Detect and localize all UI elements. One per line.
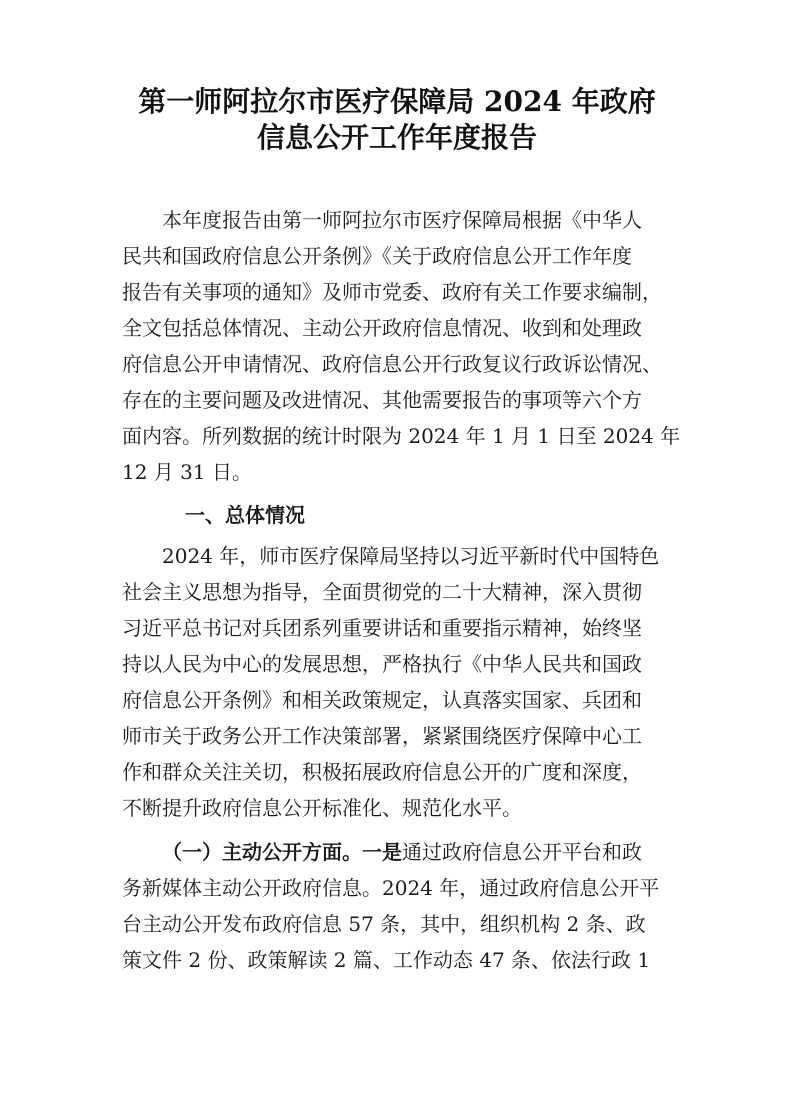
subsection-body-line: 台主动公开发布政府信息 57 条，其中，组织机构 2 条、政: [122, 912, 646, 936]
document-title-line-2: 信息公开工作年度报告: [256, 121, 537, 154]
intro-line: 12 月 31 日。: [122, 460, 252, 484]
section-body-line: 2024 年，师市医疗保障局坚持以习近平新时代中国特色: [162, 544, 660, 568]
section-body-line: 师市关于政务公开工作决策部署，紧紧围绕医疗保障中心工: [122, 724, 642, 748]
section-heading-overview: 一、总体情况: [185, 503, 305, 527]
section-body-line: 习近平总书记对兵团系列重要讲话和重要指示精神，始终坚: [122, 616, 642, 640]
intro-line: 存在的主要问题及改进情况、其他需要报告的事项等六个方: [122, 388, 642, 412]
intro-line: 府信息公开申请情况、政府信息公开行政复议行政诉讼情况、: [122, 352, 662, 376]
section-body-line: 持以人民为中心的发展思想，严格执行《中华人民共和国政: [122, 652, 642, 676]
intro-line: 民共和国政府信息公开条例》《关于政府信息公开工作年度: [122, 244, 632, 268]
intro-line: 全文包括总体情况、主动公开政府信息情况、收到和处理政: [122, 316, 642, 340]
document-title-line-1: 第一师阿拉尔市医疗保障局 2024 年政府: [138, 85, 656, 118]
subsection-body-line: 务新媒体主动公开政府信息。2024 年，通过政府信息公开平: [122, 876, 660, 900]
subsection-heading: （一）主动公开方面。: [162, 840, 362, 864]
section-body-line: 府信息公开条例》和相关政策规定，认真落实国家、兵团和: [122, 688, 642, 712]
subsection-first-line-text: 通过政府信息公开平台和政: [402, 840, 642, 864]
section-body-line: 社会主义思想为指导，全面贯彻党的二十大精神，深入贯彻: [122, 580, 642, 604]
intro-line: 报告有关事项的通知》及师市党委、政府有关工作要求编制，: [122, 280, 662, 304]
lead-word: 一是: [362, 840, 402, 864]
subsection-body-line: 策文件 2 份、政策解读 2 篇、工作动态 47 条、依法行政 1: [122, 948, 651, 972]
section-body-line: 不断提升政府信息公开标准化、规范化水平。: [122, 796, 522, 820]
intro-line: 本年度报告由第一师阿拉尔市医疗保障局根据《中华人: [162, 208, 642, 232]
intro-line: 面内容。所列数据的统计时限为 2024 年 1 月 1 日至 2024 年: [122, 424, 681, 448]
subsection-first-line: [162, 838, 642, 866]
section-body-line: 作和群众关注关切，积极拓展政府信息公开的广度和深度，: [122, 760, 642, 784]
